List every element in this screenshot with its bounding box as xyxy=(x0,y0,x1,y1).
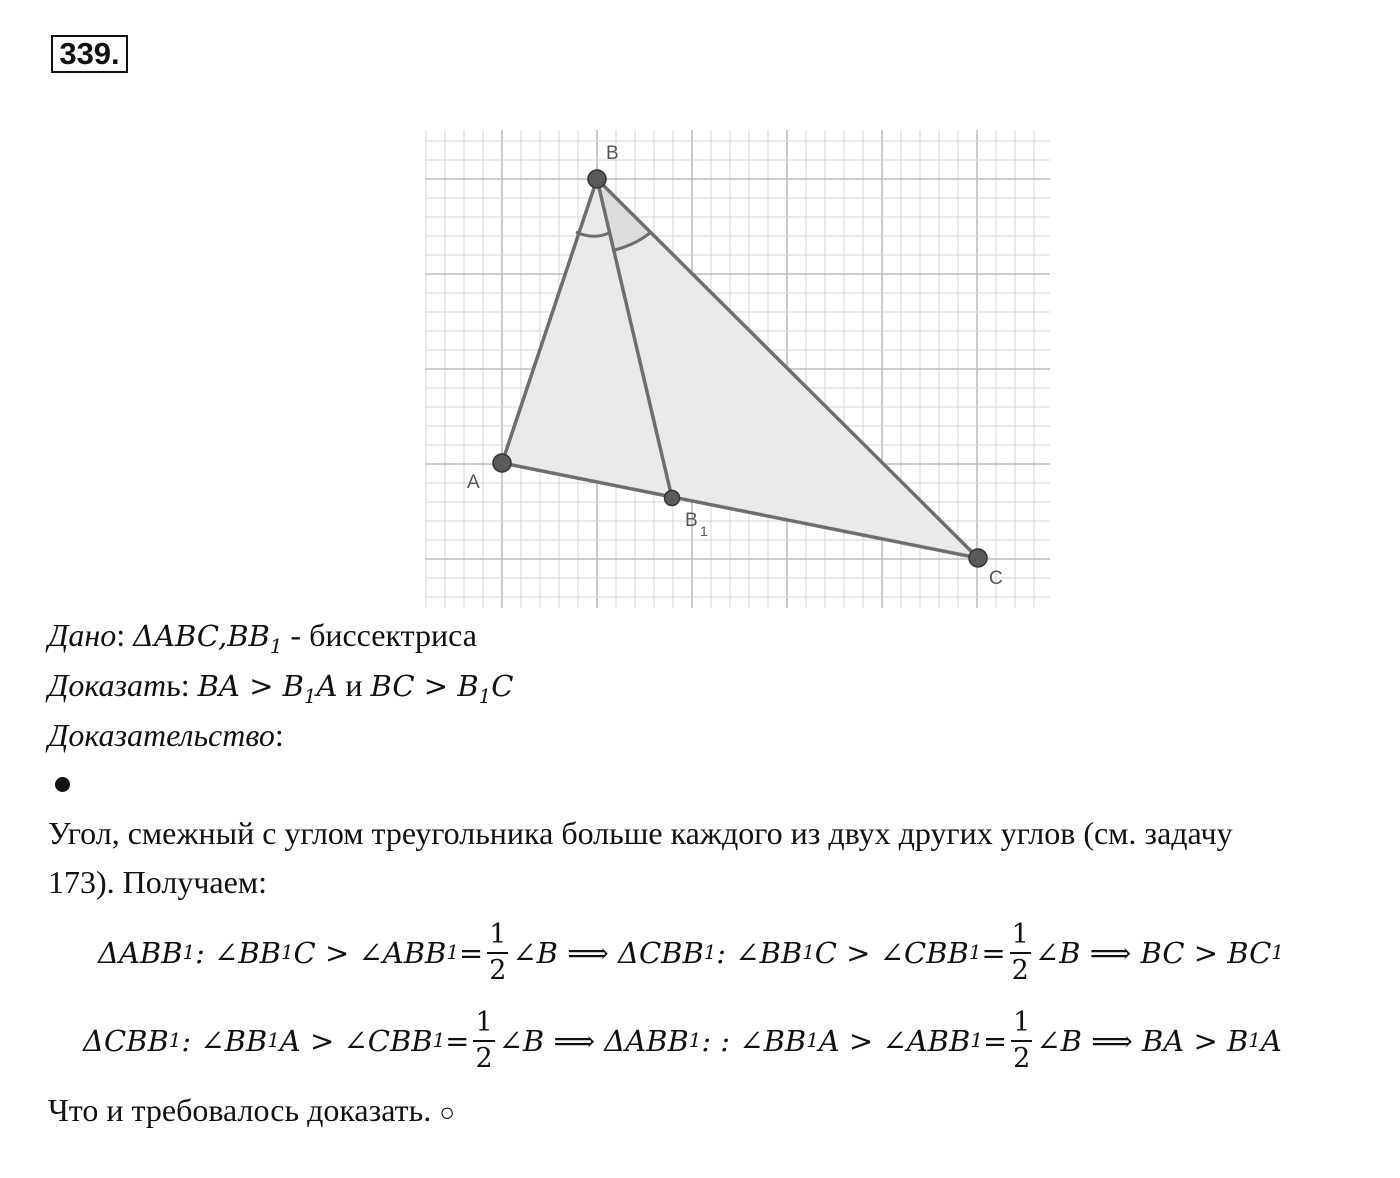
prove-label: Доказать xyxy=(48,667,181,703)
prove-inequality-1: BA > $B_1A$ xyxy=(197,669,338,708)
point-a xyxy=(493,454,511,472)
equation-2: ΔCBB 1 : ∠BB 1 A > ∠CBB 1 = $\frac{1}{2}$ ∠B ⟹ ΔABB 1 : : ∠BB 1 A > ∠ABB 1 = $\frac{1}{2}$ ∠B ⟹ BA > B 1 A xyxy=(83,1007,1282,1074)
given-line: Дано: $\Delta ABC,BB_1$ - биссектриса xyxy=(48,617,477,658)
paragraph-line-2: 173). Получаем: xyxy=(48,864,267,900)
label-c: C xyxy=(989,568,1003,589)
geometry-figure xyxy=(425,130,1050,608)
conclusion-line xyxy=(48,1090,455,1133)
fraction-one-half: $\frac{1}{2}$ xyxy=(1011,919,1029,986)
prove-inequality-2: BC > $B_1C$ xyxy=(370,669,514,708)
paragraph-line-1: Угол, смежный с углом треугольника больше каждого из двух других углов (см. задачу xyxy=(48,815,1233,851)
label-a: A xyxy=(467,472,480,493)
conclusion-text: Что и требовалось доказать. xyxy=(48,1092,440,1128)
point-b xyxy=(588,170,606,188)
bullet xyxy=(55,777,70,792)
prove-line: Доказать: BA > $B_1A$ и BC > $B_1C$ xyxy=(48,667,514,708)
point-b1 xyxy=(665,491,680,506)
given-text: - биссектриса xyxy=(282,617,477,653)
qed-symbol: ○ xyxy=(439,1098,455,1127)
given-label: Дано xyxy=(48,617,117,653)
proof-line: Доказательство: xyxy=(48,717,284,753)
label-b1: B xyxy=(685,510,698,531)
given-math: $\Delta ABC,BB_1$ xyxy=(133,619,283,658)
fraction-one-half: $\frac{1}{2}$ xyxy=(1013,1007,1031,1074)
fraction-one-half: $\frac{1}{2}$ xyxy=(489,919,507,986)
label-b1-sub: 1 xyxy=(700,523,708,539)
equation-1: ΔABB 1 : ∠BB 1 C > ∠ABB 1 = $\frac{1}{2}$ ∠B ⟹ ΔCBB 1 : ∠BB 1 C > ∠CBB 1 = $\frac{1}{2}$ ∠B ⟹ BC > BC 1 xyxy=(98,919,1284,986)
point-c xyxy=(969,549,987,567)
label-b: B xyxy=(606,143,619,164)
problem-number: 339. xyxy=(51,35,128,73)
proof-label: Доказательство xyxy=(48,717,275,753)
fraction-one-half: $\frac{1}{2}$ xyxy=(475,1007,493,1074)
